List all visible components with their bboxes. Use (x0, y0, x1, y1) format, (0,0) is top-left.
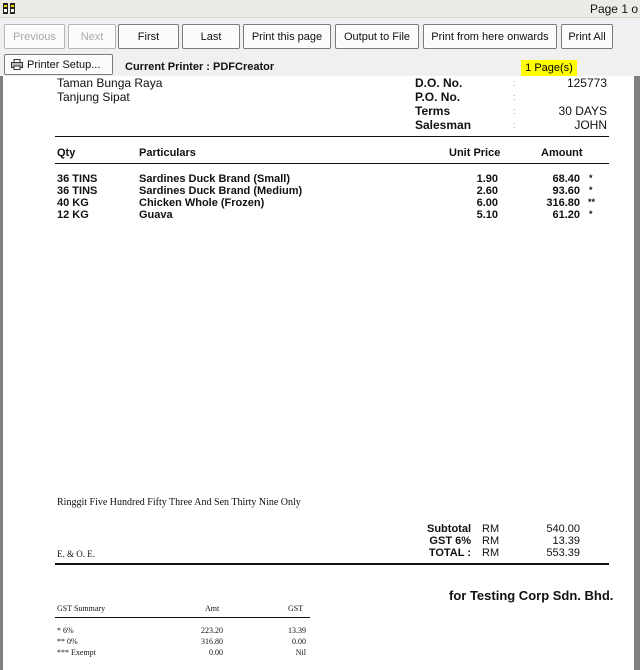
gst-total-value: 13.39 (552, 535, 580, 547)
first-button[interactable]: First (118, 24, 179, 49)
do-no-label: D.O. No. (415, 76, 463, 90)
print-from-here-onwards-button[interactable]: Print from here onwards (423, 24, 557, 49)
gst-summary-col-amt: Amt (205, 604, 220, 613)
preview-viewport[interactable] (0, 76, 640, 670)
item-amount: 61.20 (552, 209, 580, 221)
salesman-label: Salesman (415, 118, 472, 132)
item-amount: 93.60 (552, 185, 580, 197)
item-gst-marker: * (589, 173, 593, 183)
gst-row-amt: 223.20 (201, 626, 223, 635)
eoe-note: E. & O. E. (57, 549, 95, 559)
amount-in-words: Ringgit Five Hundred Fifty Three And Sen Thirty Nine Only (57, 497, 301, 508)
gst-summary-title: GST Summary (57, 604, 106, 613)
grand-total-currency: RM (482, 547, 500, 559)
subtotal-value: 540.00 (546, 523, 580, 535)
item-particulars: Guava (139, 209, 173, 221)
item-amount: 68.40 (552, 173, 580, 185)
gst-total-label: GST 6% (429, 535, 471, 547)
output-to-file-button[interactable]: Output to File (335, 24, 419, 49)
terms-label: Terms (415, 104, 451, 118)
address-line-2: Tanjung Sipat (57, 90, 130, 104)
toolbar (0, 18, 640, 76)
item-unit-price: 1.90 (476, 173, 498, 185)
item-particulars: Sardines Duck Brand (Medium) (139, 185, 303, 197)
gst-row-gst: 0.00 (292, 637, 306, 646)
totals-divider (55, 563, 609, 565)
header-divider (55, 136, 609, 137)
gst-row-gst: Nil (295, 648, 306, 657)
item-qty: 12 KG (57, 209, 89, 221)
item-qty: 36 TINS (57, 185, 98, 197)
print-this-page-button[interactable]: Print this page (243, 24, 331, 49)
column-particulars: Particulars (139, 147, 196, 159)
item-particulars: Chicken Whole (Frozen) (139, 197, 265, 209)
last-button[interactable]: Last (182, 24, 240, 49)
item-particulars: Sardines Duck Brand (Small) (139, 173, 290, 185)
item-qty: 40 KG (57, 197, 89, 209)
current-printer-label: Current Printer : PDFCreator (125, 61, 275, 73)
salesman-colon: : (513, 120, 516, 130)
item-unit-price: 5.10 (476, 209, 498, 221)
gst-row-amt: 316.80 (201, 637, 223, 646)
column-unit-price: Unit Price (449, 147, 501, 159)
column-qty: Qty (57, 147, 76, 159)
po-no-label: P.O. No. (415, 90, 461, 104)
gst-summary-col-gst: GST (288, 604, 304, 613)
subtotal-currency: RM (482, 523, 500, 535)
gst-row-amt: 0.00 (209, 648, 223, 657)
app-icon (2, 2, 16, 15)
gst-row-label: ** 0% (57, 637, 78, 646)
item-amount: 316.80 (546, 197, 580, 209)
page-count-badge: 1 Page(s) (521, 60, 577, 76)
gst-row-label: * 6% (57, 626, 74, 635)
item-unit-price: 6.00 (476, 197, 498, 209)
subtotal-label: Subtotal (427, 523, 471, 535)
window-title: Page 1 o (589, 2, 638, 16)
salesman-value: JOHN (574, 118, 607, 132)
grand-total-value: 553.39 (546, 547, 580, 559)
printer-setup-button[interactable] (4, 54, 113, 75)
do-no-value: 125773 (566, 76, 607, 90)
print-all-button[interactable]: Print All (561, 24, 613, 49)
company-signature: for Testing Corp Sdn. Bhd. (449, 588, 614, 603)
gst-row-gst: 13.39 (288, 626, 306, 635)
next-button[interactable]: Next (68, 24, 116, 49)
terms-colon: : (513, 106, 516, 116)
column-divider (55, 163, 609, 164)
gst-summary-divider (55, 617, 310, 618)
item-qty: 36 TINS (57, 173, 98, 185)
item-gst-marker: * (589, 209, 593, 219)
title-bar (0, 0, 640, 18)
item-gst-marker: ** (588, 197, 596, 207)
gst-total-currency: RM (482, 535, 500, 547)
item-gst-marker: * (589, 185, 593, 195)
terms-value: 30 DAYS (558, 104, 607, 118)
printer-setup-label: Printer Setup... (27, 58, 101, 71)
address-line-1: Taman Bunga Raya (57, 76, 163, 90)
po-no-colon: : (513, 92, 516, 102)
printer-icon (11, 59, 23, 70)
column-amount: Amount (541, 147, 583, 159)
invoice-page (3, 76, 634, 670)
item-unit-price: 2.60 (476, 185, 498, 197)
do-no-colon: : (513, 78, 516, 88)
grand-total-label: TOTAL : (428, 547, 471, 559)
previous-button[interactable]: Previous (4, 24, 65, 49)
gst-row-label: *** Exempt (57, 648, 96, 657)
